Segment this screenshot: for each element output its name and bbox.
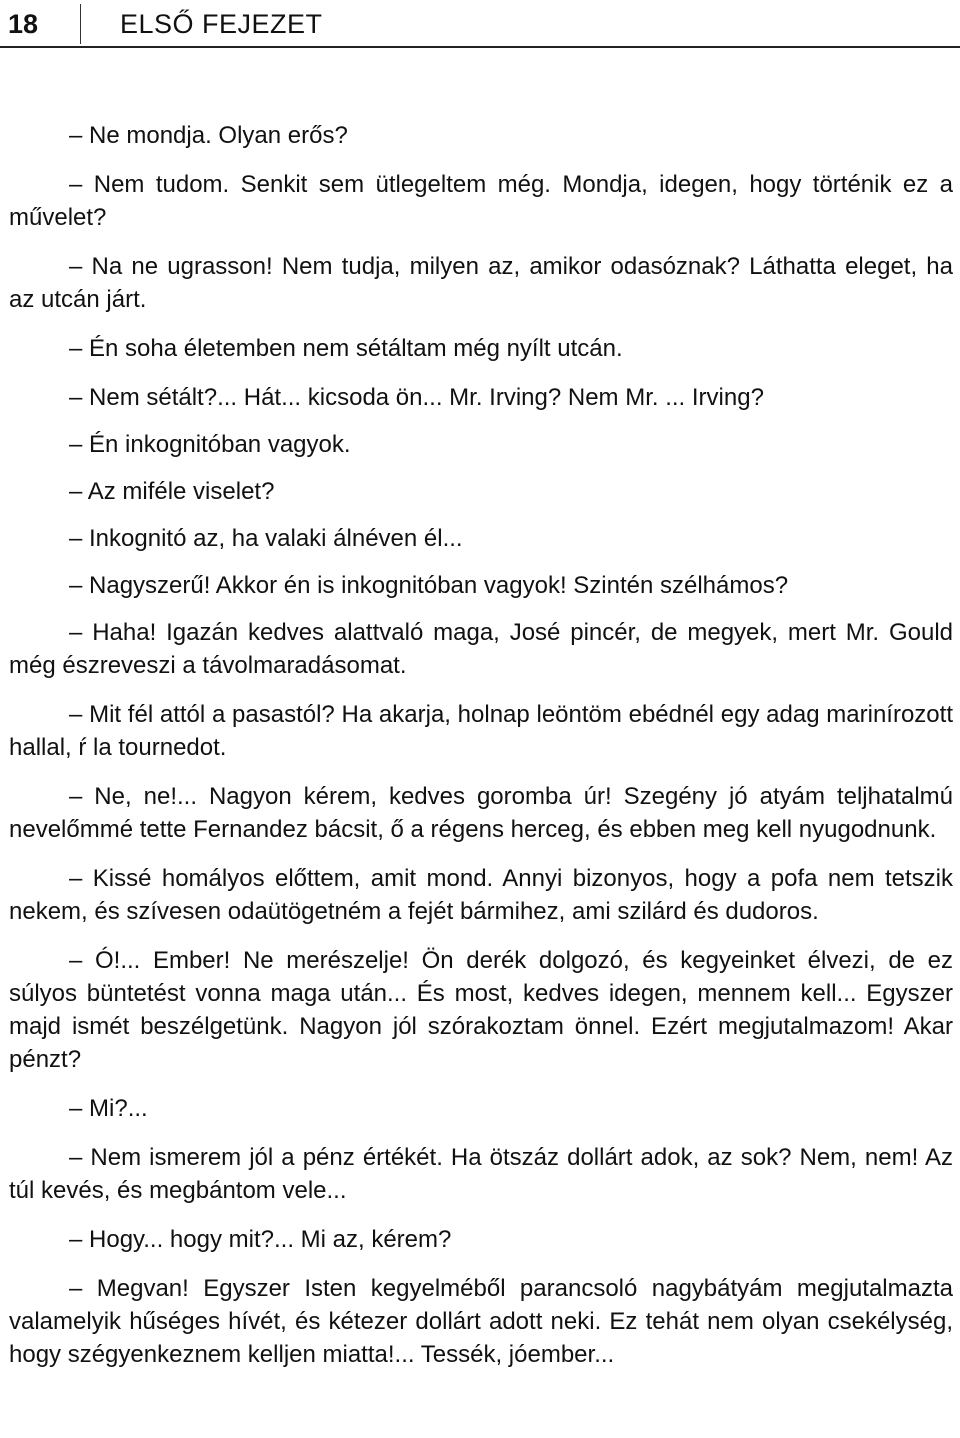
paragraph: – Nem sétált?... Hát... kicsoda ön... Mr. Irving? Nem Mr. ... Irving? [69, 384, 764, 411]
paragraph: – Hogy... hogy mit?... Mi az, kérem? [69, 1226, 452, 1253]
paragraph: – Én soha életemben nem sétáltam még nyílt utcán. [69, 335, 623, 362]
paragraph: – Nem ismerem jól a pénz értékét. Ha ötszáz dollárt adok, az sok? Nem, nem! Az túl kevés, és megbántom vele... [9, 1144, 953, 1204]
paragraph: – Ne, ne!... Nagyon kérem, kedves goromba úr! Szegény jó atyám teljhatalmú nevelőmmé tette Fernandez bácsit, ő a régens herceg, és ebben meg kell nyugodnunk. [9, 783, 953, 843]
page-header [0, 0, 960, 48]
paragraph: – Megvan! Egyszer Isten kegyelméből parancsoló nagybátyám megjutalmazta valamelyik hűséges hívét, és kétezer dollárt adott neki. Ez tehát nem olyan csekélység, hogy szégyenkeznem kelljen miatta!... Tessék, jóember... [9, 1275, 953, 1368]
chapter-title: ELSŐ FEJEZET [120, 9, 323, 39]
paragraph: – Én inkognitóban vagyok. [69, 431, 351, 458]
paragraph: – Na ne ugrasson! Nem tudja, milyen az, amikor odasóznak? Láthatta eleget, ha az utcán járt. [9, 253, 953, 313]
paragraph: – Nagyszerű! Akkor én is inkognitóban vagyok! Szintén szélhámos? [69, 572, 789, 599]
paragraph: – Inkognitó az, ha valaki álnéven él... [69, 525, 463, 552]
paragraph: – Mit fél attól a pasastól? Ha akarja, holnap leöntöm ebédnél egy adag marinírozott hallal, ŕ la tournedot. [9, 701, 953, 761]
paragraph: – Ó!... Ember! Ne merészelje! Ön derék dolgozó, és kegyeinket élvezi, de ez súlyos büntetést vonna maga után... És most, kedves idegen, mennem kell... Egyszer majd ismét beszélgetünk. Nagyon jól szórakoztam önnel. Ezért megjutalmazom! Akar pénzt? [9, 947, 953, 1073]
paragraph: – Mi?... [69, 1095, 148, 1122]
paragraph: – Nem tudom. Senkit sem ütlegeltem még. Mondja, idegen, hogy történik ez a művelet? [9, 171, 953, 231]
header-divider [80, 4, 81, 44]
paragraph: – Ne mondja. Olyan erős? [69, 122, 348, 149]
paragraph: – Haha! Igazán kedves alattvaló maga, José pincér, de megyek, mert Mr. Gould még észreveszi a távolmaradásomat. [9, 619, 953, 679]
paragraph: – Kissé homályos előttem, amit mond. Annyi bizonyos, hogy a pofa nem tetszik nekem, és szívesen odaütögetném a fejét bármihez, ami szilárd és dudoros. [9, 865, 953, 925]
body-text [9, 119, 953, 1387]
paragraph: – Az miféle viselet? [69, 478, 275, 505]
page-number: 18 [8, 9, 39, 39]
